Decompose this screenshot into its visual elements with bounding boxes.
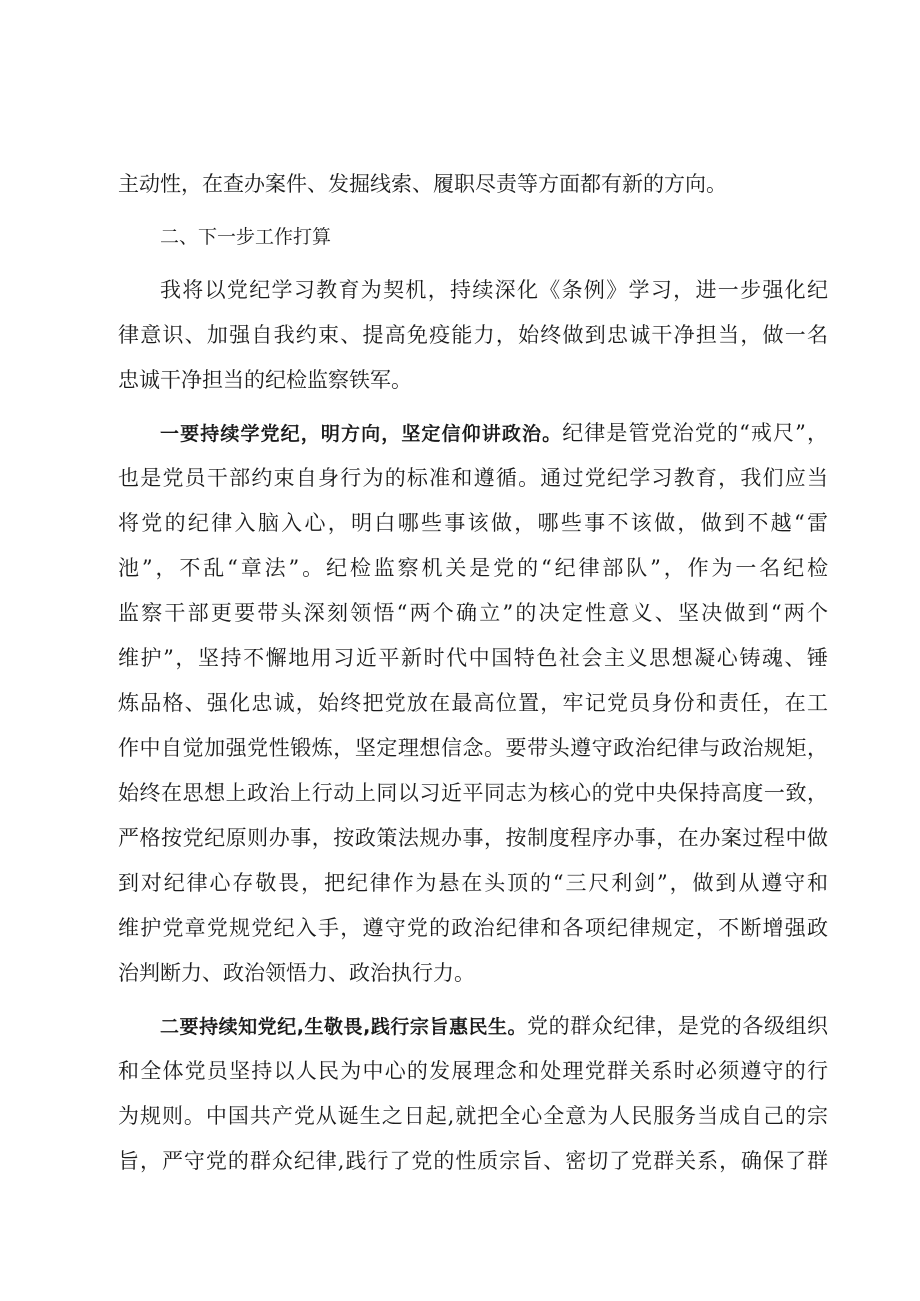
text-line: 维护”，坚持不懈地用习近平新时代中国特色社会主义思想凝心铸魂、锤 [118,646,828,670]
paragraph-first-line [118,1004,828,1049]
section-heading: 二、下一步工作打算 [160,226,332,248]
text-line: 到对纪律心存敬畏，把纪律作为悬在头顶的“三尺利剑”，做到从遵守和 [118,871,828,895]
paragraph-lead-bold: 二要持续知党纪,生敬畏,践行宗旨惠民生。 [160,1016,528,1038]
paragraph-text: 党的群众纪律，是党的各级组织 [527,1014,829,1038]
text-line: 旨，严守党的群众纪律,践行了党的性质宗旨、密切了党群关系，确保了群 [118,1149,828,1173]
text-line: 律意识、加强自我约束、提高免疫能力，始终做到忠诚干净担当，做一名 [118,323,828,347]
text-line: 我将以党纪学习教育为契机，持续深化《条例》学习，进一步强化纪 [160,278,828,302]
text-line: 监察干部更要带头深刻领悟“两个确立”的决定性意义、坚决做到“两个 [118,601,828,625]
paragraph-gap [118,403,828,411]
paragraph-gap [118,996,828,1004]
text-line: 治判断力、政治领悟力、政治执行力。 [118,961,475,985]
paragraph-gap [118,207,828,215]
paragraph-first-line [118,411,828,456]
text-line: 严格按党纪原则办事，按政策法规办事，按制度程序办事，在办案过程中做 [118,826,828,850]
text-line: 炼品格、强化忠诚，始终把党放在最高位置，牢记党员身份和责任，在工 [118,691,828,715]
text-line: 主动性，在查办案件、发掘线索、履职尽责等方面都有新的方向。 [118,172,727,196]
text-line: 作中自觉加强党性锻炼，坚定理想信念。要带头遵守政治纪律与政治规矩， [118,736,828,760]
text-line: 维护党章党规党纪入手，遵守党的政治纪律和各项纪律规定，不断增强政 [118,916,828,940]
text-line: 始终在思想上政治上行动上同以习近平同志为核心的党中央保持高度一致， [118,781,828,805]
paragraph-text: 纪律是管党治党的“戒尺”， [562,421,828,445]
text-line: 忠诚干净担当的纪检监察铁军。 [118,368,412,392]
text-line: 也是党员干部约束自身行为的标准和遵循。通过党纪学习教育，我们应当 [118,466,828,490]
text-line: 为规则。中国共产党从诞生之日起,就把全心全意为人民服务当成自己的宗 [118,1104,828,1128]
text-line: 池”，不乱“章法”。纪检监察机关是党的“纪律部队”，作为一名纪检 [118,556,828,580]
text-line: 和全体党员坚持以人民为中心的发展理念和处理党群关系时必须遵守的行 [118,1059,828,1083]
paragraph-lead-bold: 一要持续学党纪，明方向，坚定信仰讲政治。 [160,423,563,445]
document-body [118,162,828,1184]
paragraph-gap [118,260,828,268]
text-line: 将党的纪律入脑入心，明白哪些事该做，哪些事不该做，做到不越“雷 [118,511,828,535]
